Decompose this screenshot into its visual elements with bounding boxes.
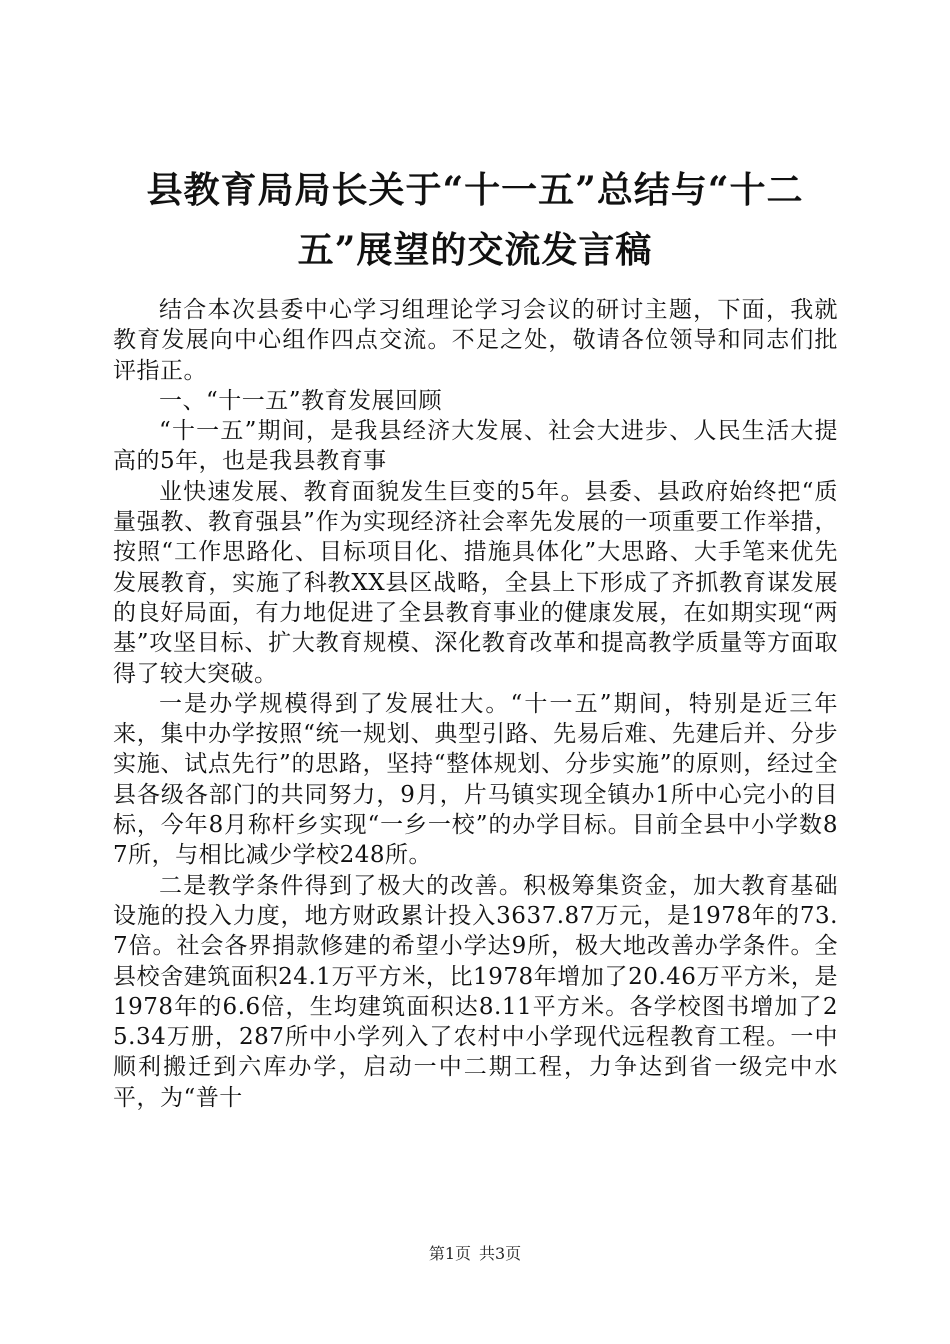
paragraph-school-scale: 一是办学规模得到了发展壮大。“十一五”期间，特别是近三年来，集中办学按照“统一规划、典型引路、先易后难、先建后并、分步实施、试点先行”的思路，坚持“整体规划、分步实施”的原则，经过全县各级各部门的共同努力，9月，片马镇实现全镇办1所中心完小的目标，今年8月称杆乡实现“一乡一校”的办学目标。目前全县中小学数87所，与相比减少学校248所。 — [113, 690, 838, 869]
paragraph-teaching-conditions: 二是教学条件得到了极大的改善。积极筹集资金，加大教育基础设施的投入力度，地方财政累计投入3637.87万元，是1978年的73.7倍。社会各界捐款修建的希望小学达9所，极大地改善办学条件。全县校舍建筑面积24.1万平方米，比1978年增加了20.46万平方米，是1978年的6.6倍，生均建筑面积达8.11平方米。各学校图书增加了25.34万册，287所中小学列入了农村中小学现代远程教育工程。一中顺利搬迁到六库办学，启动一中二期工程，力争达到省一级完中水平，为“普十 — [113, 872, 838, 1111]
title-line-1: 县教育局局长关于“十一五”总结与“十二 — [146, 169, 804, 211]
document-title — [100, 160, 850, 280]
paragraph-review-start: “十一五”期间，是我县经济大发展、社会大进步、人民生活大提高的5年，也是我县教育事 — [113, 418, 838, 475]
paragraph-intro: 结合本次县委中心学习组理论学习会议的研讨主题，下面，我就教育发展向中心组作四点交流。不足之处，敬请各位领导和同志们批评指正。 — [113, 297, 838, 384]
page-number: 第1页 — [428, 1244, 471, 1263]
document-body — [113, 295, 838, 1113]
title-line-2: 五”展望的交流发言稿 — [297, 229, 653, 271]
section-heading-1: 一、“十一五”教育发展回顾 — [159, 387, 443, 414]
page-total: 共3页 — [479, 1244, 522, 1263]
page-footer — [0, 1244, 950, 1264]
paragraph-review-continued: 业快速发展、教育面貌发生巨变的5年。县委、县政府始终把“质量强教、教育强县”作为实现经济社会率先发展的一项重要工作举措，按照“工作思路化、目标项目化、措施具体化”大思路、大手笔来优先发展教育，实施了科教XX县区战略，全县上下形成了齐抓教育谋发展的良好局面，有力地促进了全县教育事业的健康发展，在如期实现“两基”攻坚目标、扩大教育规模、深化教育改革和提高教学质量等方面取得了较大突破。 — [113, 478, 838, 687]
